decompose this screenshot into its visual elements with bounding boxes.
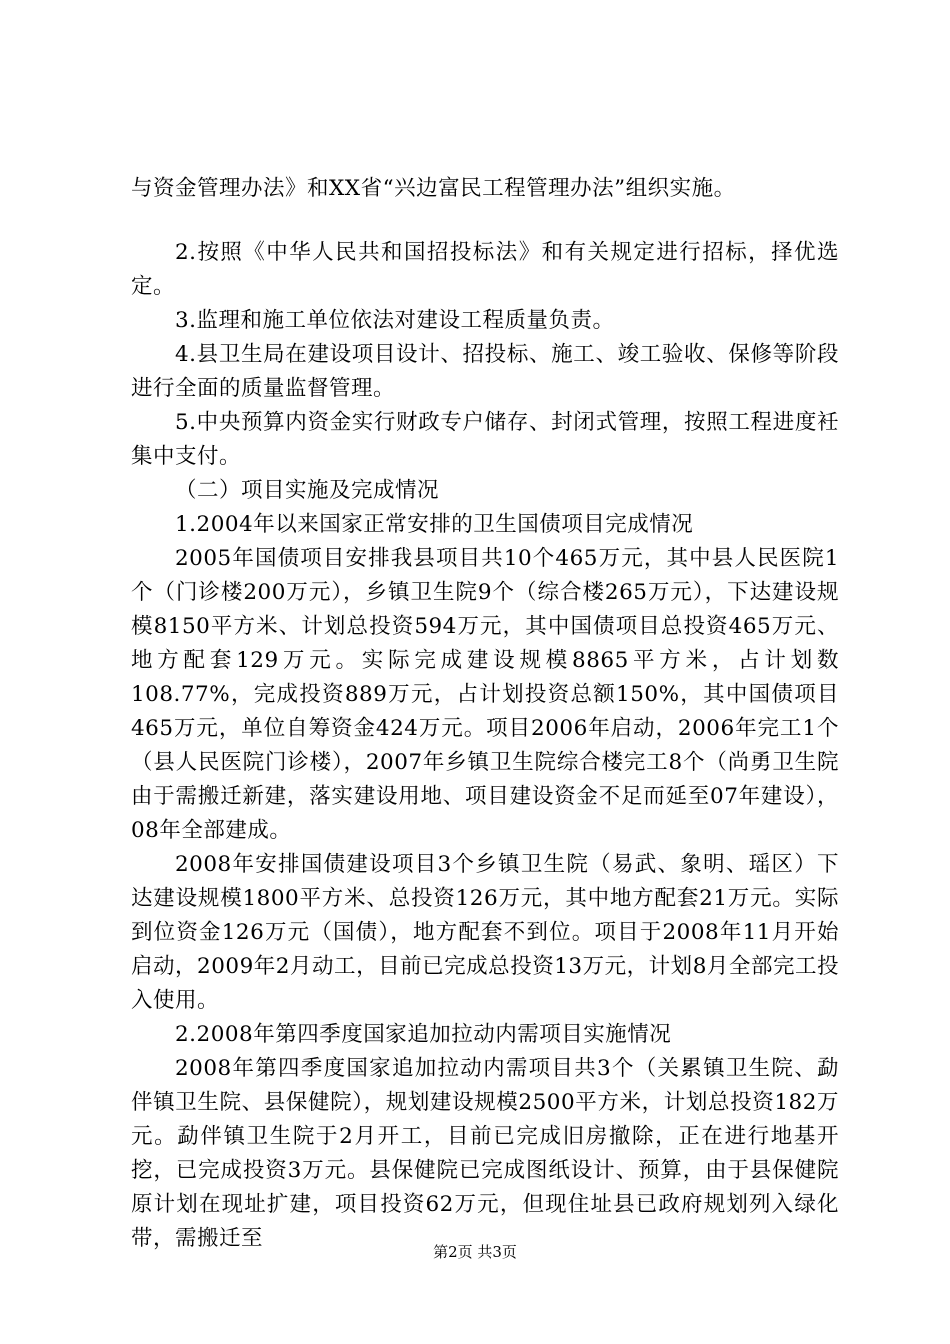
paragraph-item-3: 3.监理和施工单位依法对建设工程质量负责。 [175, 308, 615, 333]
subsection-heading-2: 2.2008年第四季度国家追加拉动内需项目实施情况 [175, 1022, 672, 1047]
paragraph-item-5: 5.中央预算内资金实行财政专户储存、封闭式管理，按照工程进度衽集中支付。 [131, 410, 839, 469]
paragraph-item-2: 2.按照《中华人民共和国招投标法》和有关规定进行招标，择优选定。 [131, 240, 839, 299]
subsection-heading-1: 1.2004年以来国家正常安排的卫生国债项目完成情况 [175, 512, 694, 537]
paragraph-2008-projects: 2008年安排国债建设项目3个乡镇卫生院（易武、象明、瑶区）下达建设规模1800平方米、总投资126万元，其中地方配套21万元。实际到位资金126万元（国债），地方配套不到位。项目于2008年11月开始启动，2009年2月动工，目前已完成总投资13万元，计划8月全部完工投入使用。 [131, 852, 839, 1013]
page-footer: 第2页 共3页 [433, 1243, 517, 1261]
section-heading: （二）项目实施及完成情况 [175, 478, 440, 503]
paragraph-2008-q4-projects: 2008年第四季度国家追加拉动内需项目共3个（关累镇卫生院、勐伴镇卫生院、县保健院），规划建设规模2500平方米，计划总投资182万元。勐伴镇卫生院于2月开工，目前已完成旧房撤除，正在进行地基开挖，已完成投资3万元。县保健院已完成图纸设计、预算，由于县保健院原计划在现址扩建，项目投资62万元，但现住址县已政府规划列入绿化带，需搬迁至 [131, 1056, 839, 1251]
document-body [131, 172, 839, 1256]
paragraph-2005-projects: 2005年国债项目安排我县项目共10个465万元，其中县人民医院1个（门诊楼200万元），乡镇卫生院9个（综合楼265万元），下达建设规模8150平方米、计划总投资594万元，其中国债项目总投资465万元、地方配套129万元。实际完成建设规模8865平方米，占计划数108.77%，完成投资889万元，占计划投资总额150%，其中国债项目465万元，单位自筹资金424万元。项目2006年启动，2006年完工1个（县人民医院门诊楼），2007年乡镇卫生院综合楼完工8个（尚勇卫生院由于需搬迁新建，落实建设用地、项目建设资金不足而延至07年建设），08年全部建成。 [131, 546, 839, 843]
paragraph-item-4: 4.县卫生局在建设项目设计、招投标、施工、竣工验收、保修等阶段进行全面的质量监督管理。 [131, 342, 839, 401]
paragraph-continuation: 与资金管理办法》和XX省“兴边富民工程管理办法”组织实施。 [131, 176, 736, 201]
